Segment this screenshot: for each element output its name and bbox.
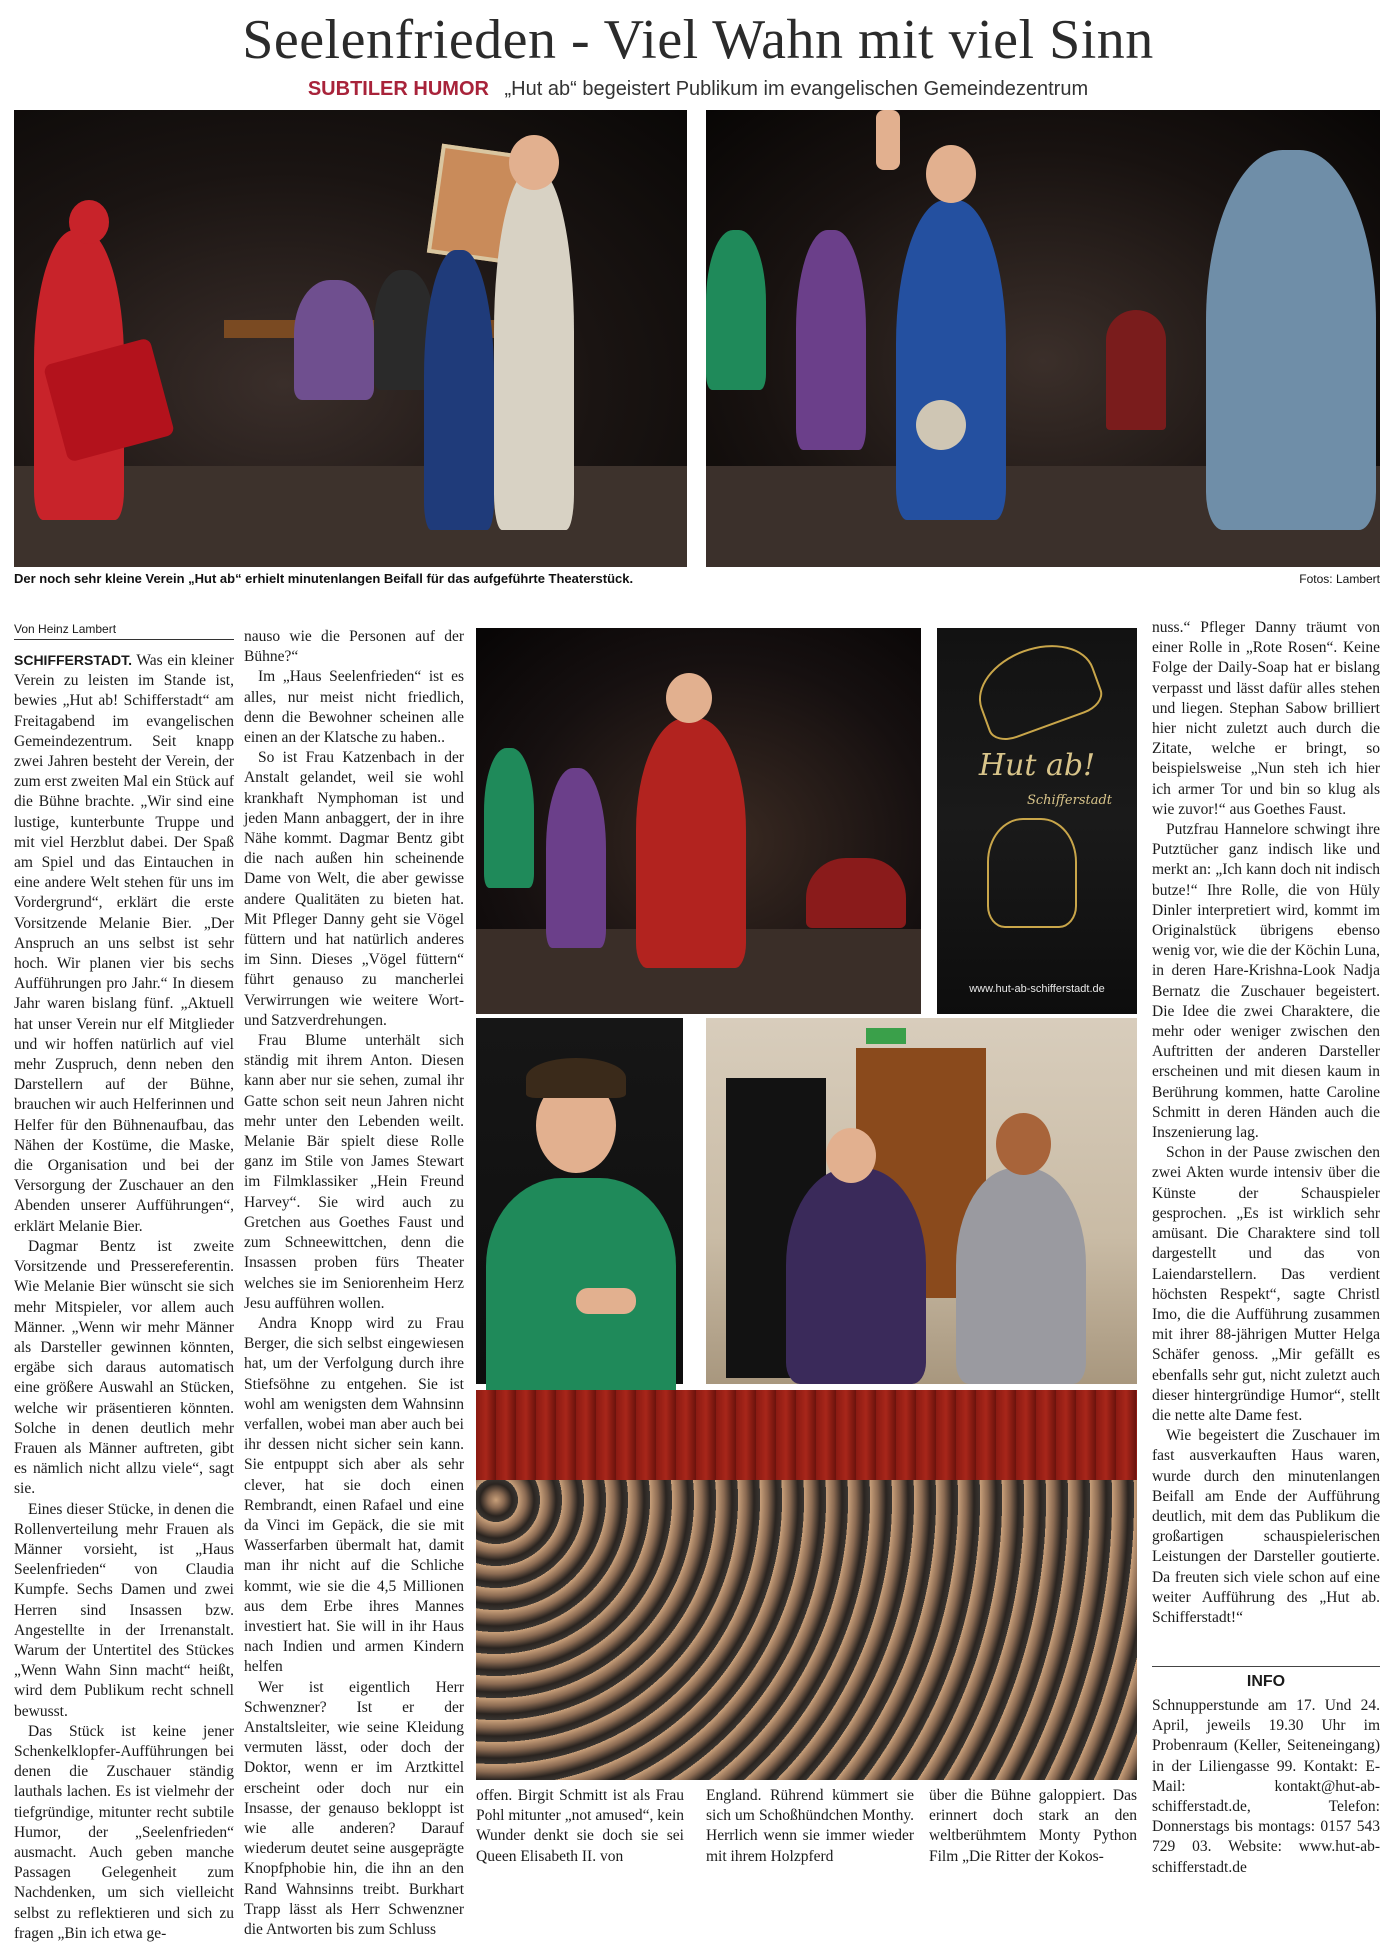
paragraph: Dagmar Bentz ist zweite Vorsitzende und Pressereferentin. Wie Melanie Bier wünscht sie sich mehr Mitspieler, vor allem auch Männer. „Wenn wir mehr Männer als Darsteller gewinnen könnten, ergäbe sich daraus automatisch eine größere Auswahl an Stücken, welche wir präsentieren könnten. Solche in denen deutlich mehr Frauen als Männer auftreten, gibt es nämlich nicht allzu viele“, sagt sie. bbox=[14, 1237, 234, 1498]
paragraph: nauso wie die Personen auf der Bühne?“ bbox=[244, 628, 464, 666]
paragraph: Schon in der Pause zwischen den zwei Akten wurde intensiv über die Künste der Schauspieler gesprochen. „Es ist wirklich sehr amüsant. Die Charaktere sind toll dargestellt und das von Laiendarstellern. Das verdient höchsten Respekt“, sagte Christl Imo, die die Aufführung zusammen mit ihrer 88-jährigen Mutter Helga Schäfer genoss. „Mir gefällt es ebenfalls sehr gut, nicht zuletzt auch dieser hintergründige Humor“, stellt die nette alte Dame fest. bbox=[1152, 1144, 1380, 1424]
paragraph: Eines dieser Stücke, in denen die Rollenverteilung mehr Frauen als Männer vorsieht, ist „Haus Seelenfrieden“ von Claudia Kumpfe. Sechs Damen und zwei Herren sind Insassen bzw. Angestellte in der Irrenanstalt. Warum der Untertitel des Stückes „Wenn Wahn Sinn macht“ heißt, wird dem Publikum recht schnell bewusst. bbox=[14, 1500, 234, 1720]
toy-dog bbox=[916, 400, 966, 450]
info-box-text: Schnupperstunde am 17. Und 24. April, jeweils 19.30 Uhr im Probenraum (Keller, Seiteneingang) in der Liliengasse 99. Kontakt: E-Mail: kontakt@hut-ab-schifferstadt.de, Telefon: Donnerstags bis montags: 0157 543 729 03. Website: www.hut-ab-schifferstadt.de bbox=[1152, 1697, 1380, 1876]
poster-city: Schifferstadt bbox=[1027, 793, 1113, 808]
byline: Von Heinz Lambert bbox=[14, 622, 234, 640]
actor-head bbox=[996, 1113, 1051, 1175]
poster-brand: Hut ab! bbox=[978, 748, 1096, 783]
actor-head bbox=[666, 673, 712, 723]
kicker: SUBTILER HUMOR bbox=[307, 78, 489, 100]
subheadline bbox=[0, 76, 1396, 102]
actor-blue-gown bbox=[896, 200, 1006, 520]
stage-photo-queen-scene bbox=[706, 110, 1380, 567]
stage-curtain bbox=[476, 1390, 1137, 1480]
chair bbox=[1106, 310, 1166, 430]
actor-green-scrubs bbox=[706, 230, 766, 390]
actor-floral bbox=[294, 280, 374, 400]
paragraph: über die Bühne galoppiert. Das erinnert doch stark an den weltberühmtem Monty Python Film „Die Ritter der Kokos- bbox=[929, 1787, 1137, 1865]
chair bbox=[806, 858, 906, 928]
photo-caption: Der noch sehr kleine Verein „Hut ab“ erhielt minutenlangen Beifall für das aufgeführte Theaterstück. bbox=[14, 571, 634, 586]
paragraph-text: Was ein kleiner Verein zu leisten im Stande ist, bewies „Hut ab! Schifferstadt“ am Freitagabend im evangelischen Gemeindezentrum. Seit knapp zwei Jahren besteht der Verein, der zum erst zweiten Mal ein Stück auf die Bühne brachte. „Wir sind eine lustige, kunterbunte Truppe und mit viel Herzblut dabei. Der Spaß am Spiel und das Eintauchen in eine andere Welt stehen für uns im Vordergrund“, erklärt die erste Vorsitzende Melanie Bier. „Der Anspruch an uns selbst ist sehr hoch. Wir planen vier bis sechs Aufführungen pro Jahr.“ In diesem Jahr waren bislang fünf. „Aktuell hat unser Verein nur elf Mitglieder und wir hoffen natürlich auf viel mehr Zuspruch, denn neben den Darstellern auf der Bühne, brauchen wir auch Helferinnen und Helfer für den Bühnenaufbau, das Nähen der Kostüme, die Maske, die Organisation und bei der Versorgung der Zuschauer an den Abenden unserer Aufführungen“, erklärt Melanie Bier. bbox=[14, 652, 234, 1235]
paragraph: So ist Frau Katzenbach in der Anstalt gelandet, weil sie wohl krankhaft Nymphoman ist und jeden Mann anbaggert, der in ihre Nähe kommt. Dagmar Bentz gibt die nach außen hin scheinende Dame von Welt, die aber gewisse andere Qualitäten zu bieten hat. Mit Pfleger Danny geht sie Vögel füttern und hat natürlich anderes im Sinn. Dieses „Vögel füttern“ führt genauso zu mancherlei Verwirrungen wie weitere Wort- und Satzverdrehungen. bbox=[244, 749, 464, 1029]
article-column-2 bbox=[244, 627, 464, 1938]
stage-photo-table-scene bbox=[14, 110, 687, 567]
actor-blue-dress bbox=[424, 250, 494, 530]
paragraph: Das Stück ist keine jener Schenkelklopfer-Aufführungen bei denen die Zuschauer ständig lauthals lachen. Es ist vielmehr der tiefgründige, mitunter recht subtile Humor, der „Seelenfrieden“ ausmacht. Auch geben manche Passagen Gelegenheit zum Nachdenken, um sich vielleicht selbst zu reflektieren und sich zu fragen „Bin ich etwa ge- bbox=[14, 1722, 234, 1942]
subheadline-text: „Hut ab“ begeistert Publikum im evangelischen Gemeindezentrum bbox=[504, 78, 1089, 100]
article-column-6 bbox=[1152, 618, 1380, 1663]
actor-grey-shawl bbox=[956, 1168, 1086, 1384]
paragraph: offen. Birgit Schmitt ist als Frau Pohl mitunter „not amused“, kein Wunder denkt sie doch sie sei Queen Elisabeth II. von bbox=[476, 1787, 684, 1865]
paragraph: Andra Knopp wird zu Frau Berger, die sich selbst eingewiesen hat, um der Verfolgung durch ihre Stiefsöhne zu entgehen. Sie ist wohl am wenigsten dem Wahnsinn verfallen, wobei man aber auch bei ihr dessen nicht sicher sein kann. Sie entpuppt sich aber als sehr clever, hat sie doch einen Rembrandt, einen Rafael und eine da Vinci im Gepäck, die sie mit Wasserfarben übermalt hat, damit man ihr nicht auf die Schliche kommt, wie sie die 4,5 Millionen aus dem Erbe ihres Mannes investiert hat. Sie will in ihr Haus nach Indien und armen Kindern helfen bbox=[244, 1314, 464, 1676]
paragraph: Im „Haus Seelenfrieden“ ist es alles, nur meist nicht friedlich, denn die Bewohner scheinen alle einen an der Klatsche zu haben.. bbox=[244, 668, 464, 747]
raised-hand bbox=[876, 110, 900, 170]
actor-colorful bbox=[1206, 150, 1376, 530]
actor-suspenders bbox=[494, 170, 574, 530]
actor-floral-top bbox=[786, 1168, 926, 1384]
actor-red-dress bbox=[636, 718, 746, 968]
hat-drawing bbox=[967, 630, 1107, 746]
hut-ab-poster bbox=[937, 628, 1137, 1014]
article-column-4 bbox=[706, 1786, 914, 1890]
exit-sign bbox=[866, 1028, 906, 1044]
hands bbox=[576, 1288, 636, 1314]
actor-head bbox=[69, 200, 109, 244]
article-column-5 bbox=[929, 1786, 1137, 1890]
article-column-3 bbox=[476, 1786, 684, 1890]
paragraph: Frau Blume unterhält sich ständig mit ihrem Anton. Diesen kann aber nur sie sehen, zumal ihr Gatte schon seit neun Jahren nicht mehr unter den Lebenden weilt. Melanie Bär spielt diese Rolle ganz im Stile von James Stewart im Filmklassiker „Hein Freund Harvey“. Sie wird auch zu Gretchen aus Goethes Faust und zum Schneewittchen, denn die Insassen proben fürs Theater welches sie im Seniorenheim Herz Jesu aufführen wollen. bbox=[244, 1032, 464, 1312]
photo-credit: Fotos: Lambert bbox=[1299, 572, 1380, 586]
actors-photo-entrance bbox=[706, 1018, 1137, 1384]
hand-drawing bbox=[987, 818, 1077, 928]
actor-floral-top bbox=[546, 768, 606, 948]
info-box-title: INFO bbox=[1152, 1666, 1380, 1693]
poster-url: www.hut-ab-schifferstadt.de bbox=[969, 983, 1105, 995]
hat bbox=[526, 1058, 626, 1098]
paragraph: nuss.“ Pfleger Danny träumt von einer Rolle in „Rote Rosen“. Keine Folge der Daily-Soap hat er bislang verpasst und lässt dafür alles stehen und liegen. Stephan Sabow brilliert hier nicht zuletzt auch durch die Zitate, welche er bringt, so beispielsweise „Nun steh ich hier ich armer Tor und bin so klug als wie zuvor!“ aus Goethes Faust. bbox=[1152, 619, 1380, 818]
dateline: SCHIFFERSTADT. bbox=[14, 652, 132, 668]
actor-head bbox=[826, 1128, 876, 1183]
actor-green-scrubs bbox=[486, 1178, 676, 1398]
audience-crowd bbox=[476, 1480, 1137, 1780]
paragraph bbox=[14, 650, 234, 1237]
paragraph: Wie begeistert die Zuschauer im fast ausverkauften Haus waren, wurde durch den minutenlangen Beifall am Ende der Aufführung deutlich, mit dem das Publikum die großartigen schauspielerischen Leistungen der Darsteller goutierte. Da freuten sich viele schon auf eine weiter Aufführung des „Hut ab. Schifferstadt!“ bbox=[1152, 1427, 1380, 1626]
paragraph: Wer ist eigentlich Herr Schwenzner? Ist er der Anstaltsleiter, wie seine Kleidung vermuten lässt, oder doch der Doktor, wenn er im Arztkittel erscheint oder doch nur ein Insasse, der genauso bekloppt ist wie alle anderen? Darauf wiederum deutet seine ausgeprägte Knopfphobie hin, die ihn an den Rand Wahnsinns treibt. Burkhart Trapp lässt als Herr Schwenzner die Antworten bis zum Schluss bbox=[244, 1678, 464, 1938]
headline: Seelenfrieden - Viel Wahn mit viel Sinn bbox=[242, 9, 1154, 71]
actor-head bbox=[926, 145, 976, 203]
article-column-1 bbox=[14, 650, 234, 1942]
actor-portrait-pfleger bbox=[476, 1018, 683, 1384]
audience-photo bbox=[476, 1390, 1137, 1780]
paragraph: England. Rührend kümmert sie sich um Schoßhündchen Monthy. Herrlich wenn sie immer wieder mit ihrem Holzpferd bbox=[706, 1787, 914, 1865]
actor-green-scrubs bbox=[484, 748, 534, 888]
stage-photo-red-dress bbox=[476, 628, 921, 1014]
actor-head bbox=[509, 135, 559, 190]
actor-floral-top bbox=[796, 230, 866, 450]
paragraph: Putzfrau Hannelore schwingt ihre Putztücher ganz indisch like und merkt an: „Ich kann doch nit indisch butze!“ Ihre Rolle, die von Hüly Dinler interpretiert wird, kommt im Originalstück übrigens ebenso wenig vor, wie die der Köchin Luna, in deren Hare-Krishna-Look Nadja Bernatz die Zuschauer begeistert. Die Idee die zwei Charaktere, die mehr oder weniger zwischen den Auftritten der anderen Darsteller erscheinen und mit diesen kaum in Berührung kommen, hatte Caroline Schmitt in deren Händen auch die Inszenierung lag. bbox=[1152, 821, 1380, 1142]
